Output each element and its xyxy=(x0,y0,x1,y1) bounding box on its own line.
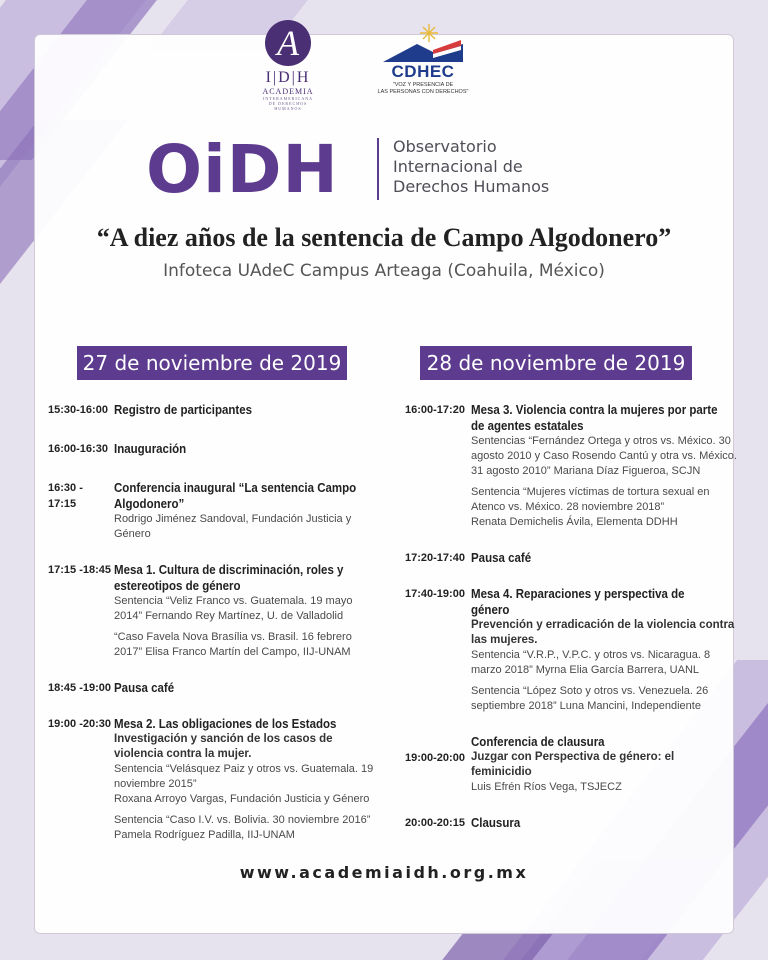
academy-name-line1: ACADEMIA xyxy=(262,87,314,96)
schedule-item xyxy=(48,716,378,843)
item-line: Rodrigo Jiménez Sandoval, Fundación Justicia y Género xyxy=(114,513,352,540)
oidh-line3: Derechos Humanos xyxy=(393,177,550,196)
academy-logo xyxy=(255,20,321,111)
item-time: 17:40-19:00 xyxy=(405,588,465,600)
item-title: Inauguración xyxy=(114,442,187,456)
item-title: Mesa 3. Violencia contra la mujeres por parte de agentes estatales xyxy=(471,403,718,433)
schedule-item xyxy=(405,734,727,795)
item-title: Registro de participantes xyxy=(114,403,253,417)
item-line: Sentencia “López Soto y otros vs. Venezuela. 26 septiembre 2018” Luna Mancini, Independiente xyxy=(471,685,709,712)
cdhec-logo xyxy=(368,22,478,96)
day-1-header: 27 de noviembre de 2019 xyxy=(77,346,347,380)
item-line: Sentencia “Veliz Franco vs. Guatemala. 19 mayo 2014” Fernando Rey Martínez, U. de Valladolid xyxy=(114,595,353,622)
oidh-logo-text: OiDH xyxy=(146,131,339,208)
item-time: 19:00-20:00 xyxy=(405,752,465,764)
academy-name-line3: DE DERECHOS HUMANOS xyxy=(268,101,308,111)
oidh-line1: Observatorio xyxy=(393,137,497,156)
oidh-divider xyxy=(377,138,379,200)
cdhec-tagline-1: "VOZ Y PRESENCIA DE xyxy=(392,82,454,88)
item-title: Pausa café xyxy=(471,551,532,565)
item-line: Sentencia “Velásquez Paiz y otros vs. Guatemala. 19 noviembre 2015” xyxy=(114,763,374,790)
item-line: Sentencia “Mujeres víctimas de tortura sexual en Atenco vs. México. 28 noviembre 2018” xyxy=(471,486,710,513)
item-line: Luis Efrén Ríos Vega, TSJECZ xyxy=(471,781,622,793)
schedule-item xyxy=(48,402,378,418)
item-time: 17:15 -18:45 xyxy=(48,564,111,576)
schedule-item xyxy=(405,586,735,714)
item-subtitle: Juzgar con Perspectiva de género: el feminicidio xyxy=(471,751,675,778)
oidh-line2: Internacional de xyxy=(393,157,523,176)
schedule-item xyxy=(405,402,737,530)
item-time: 16:30 - 17:15 xyxy=(48,482,83,510)
item-time: 16:00-16:30 xyxy=(48,443,108,455)
item-time: 19:00 -20:30 xyxy=(48,718,111,730)
item-title: Mesa 4. Reparaciones y perspectiva de género xyxy=(471,587,685,617)
day-1-schedule xyxy=(48,402,378,843)
item-time: 20:00-20:15 xyxy=(405,817,465,829)
item-title: Pausa café xyxy=(114,681,175,695)
academy-initials: I|D|H xyxy=(265,69,311,86)
academy-name-line2: INTERAMERICANA xyxy=(263,96,313,101)
cdhec-emblem-icon xyxy=(373,22,473,64)
schedule-item xyxy=(48,480,378,542)
item-time: 18:45 -19:00 xyxy=(48,682,111,694)
day-2-schedule xyxy=(405,402,737,831)
item-time: 17:20-17:40 xyxy=(405,552,465,564)
schedule-item xyxy=(48,562,378,660)
schedule-item xyxy=(405,815,727,831)
item-line: Pamela Rodríguez Padilla, IIJ-UNAM xyxy=(114,829,295,841)
event-venue: Infoteca UAdeC Campus Arteaga (Coahuila, México) xyxy=(163,261,605,281)
item-time: 16:00-17:20 xyxy=(405,404,465,416)
item-line: Sentencia “Caso I.V. vs. Bolivia. 30 noviembre 2016” xyxy=(114,814,371,826)
website-link[interactable]: www.academiaidh.org.mx xyxy=(239,863,529,882)
item-line: “Caso Favela Nova Brasília vs. Brasil. 16 febrero 2017” Elisa Franco Martín del Campo, IIJ-UNAM xyxy=(114,631,352,658)
item-title: Clausura xyxy=(471,816,521,830)
oidh-fullname xyxy=(393,137,549,197)
item-subtitle: Prevención y erradicación de la violencia contra las mujeres. xyxy=(471,619,735,646)
schedule-item xyxy=(48,441,378,457)
item-time: 15:30-16:00 xyxy=(48,404,108,416)
item-title: Conferencia inaugural “La sentencia Campo Algodonero” xyxy=(114,481,357,511)
item-line: Sentencias “Fernández Ortega y otros vs. México. 30 agosto 2010 y Caso Rosendo Cantú y otra vs. México. 31 agosto 2010” Mariana Díaz Figueroa, SCJN xyxy=(471,435,737,477)
academy-logo-mark: A xyxy=(265,20,311,66)
schedule-item xyxy=(48,680,378,696)
event-title: “A diez años de la sentencia de Campo Algodonero” xyxy=(96,223,672,252)
item-line: Renata Demichelis Ávila, Elementa DDHH xyxy=(471,516,678,528)
item-subtitle: Investigación y sanción de los casos de violencia contra la mujer. xyxy=(114,733,333,760)
item-line: Roxana Arroyo Vargas, Fundación Justicia y Género xyxy=(114,793,370,805)
day-2-header: 28 de noviembre de 2019 xyxy=(420,346,692,380)
schedule-item xyxy=(405,550,727,566)
item-line: Sentencia “V.R.P., V.P.C. y otros vs. Nicaragua. 8 marzo 2018” Myrna Elia García Barrera, UANL xyxy=(471,649,711,676)
item-title: Conferencia de clausura xyxy=(471,735,605,749)
cdhec-tagline-2: LAS PERSONAS CON DERECHOS" xyxy=(377,89,469,95)
item-title: Mesa 1. Cultura de discriminación, roles y estereotipos de género xyxy=(114,563,344,593)
cdhec-name: CDHEC xyxy=(391,62,455,81)
item-title: Mesa 2. Las obligaciones de los Estados xyxy=(114,717,337,731)
